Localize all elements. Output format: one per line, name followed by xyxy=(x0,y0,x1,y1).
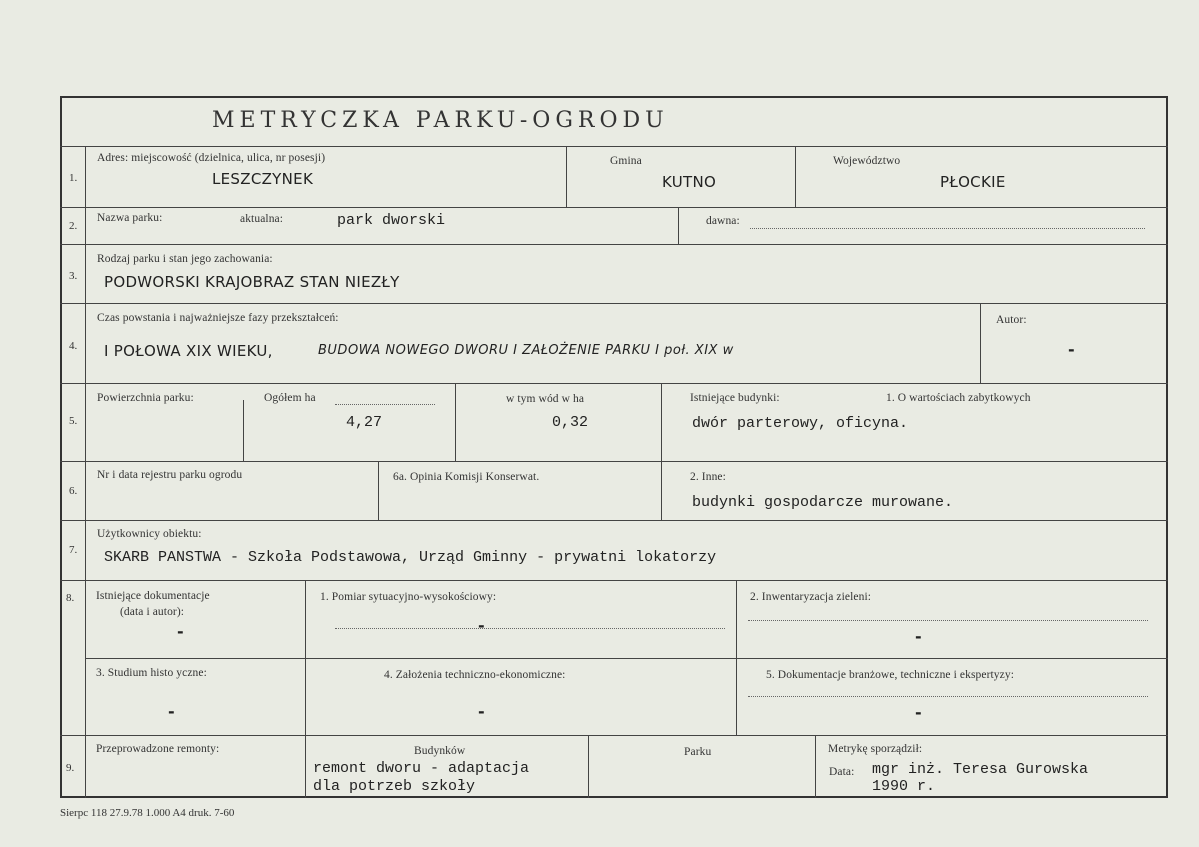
divider-opinion xyxy=(378,461,379,520)
row-line-8-mid xyxy=(85,658,1168,659)
row-line-8 xyxy=(60,735,1168,736)
other-buildings-value: budynki gospodarcze murowane. xyxy=(692,494,954,511)
heritage-buildings-value: dwór parterowy, oficyna. xyxy=(692,415,909,432)
row-line-5 xyxy=(60,461,1168,462)
divider-water xyxy=(455,383,456,461)
prepared-by-value: mgr inż. Teresa Gurowska xyxy=(872,761,1089,778)
row-number-7: 7. xyxy=(69,544,78,556)
row-line-3 xyxy=(60,303,1168,304)
former-name-line xyxy=(750,228,1145,229)
divider-park-repairs xyxy=(588,735,589,798)
row-number-1: 1. xyxy=(69,172,78,184)
time-value-handwritten: BUDOWA NOWEGO DWORU I ZAŁOŻENIE PARKU I poł. XIX w xyxy=(318,343,734,358)
branch-docs-label: 5. Dokumentacje branżowe, techniczne i ekspertyzy: xyxy=(766,669,1014,681)
inventory-line xyxy=(748,620,1148,621)
author-label: Autor: xyxy=(996,314,1027,326)
divider-survey xyxy=(305,580,306,735)
date-value: 1990 r. xyxy=(872,778,936,795)
address-value: LESZCZYNEK xyxy=(212,170,314,188)
survey-value: - xyxy=(478,616,485,635)
current-name-label: aktualna: xyxy=(240,213,284,225)
area-label: Powierzchnia parku: xyxy=(97,392,194,404)
date-label: Data: xyxy=(829,766,855,778)
total-area-value: 4,27 xyxy=(346,414,383,431)
buildings-repairs-value-1: remont dworu - adaptacja xyxy=(313,760,530,777)
inventory-label: 2. Inwentaryzacja zieleni: xyxy=(750,591,872,603)
park-type-value: PODWORSKI KRAJOBRAZ STAN NIEZŁY xyxy=(104,273,400,291)
print-footer: Sierpc 118 27.9.78 1.000 A4 druk. 7-60 xyxy=(60,807,235,819)
time-value-typed: I POŁOWA XIX WIEKU, xyxy=(104,342,273,360)
divider-former-name xyxy=(678,207,679,244)
address-label: Adres: miejscowość (dzielnica, ulica, nr posesji) xyxy=(97,152,326,164)
existing-buildings-label: Istniejące budynki: xyxy=(690,392,780,404)
repairs-label: Przeprowadzone remonty: xyxy=(96,743,220,755)
historical-study-value: - xyxy=(168,702,175,721)
branch-docs-value: - xyxy=(915,703,922,722)
row-number-2: 2. xyxy=(69,220,78,232)
divider-wojewodztwo xyxy=(795,146,796,207)
existing-docs-sublabel: (data i autor): xyxy=(120,606,185,618)
users-label: Użytkownicy obiektu: xyxy=(97,528,202,540)
register-label: Nr i data rejestru parku ogrodu xyxy=(97,469,243,481)
gmina-label: Gmina xyxy=(610,155,642,167)
row-number-3: 3. xyxy=(69,270,78,282)
survey-label: 1. Pomiar sytuacyjno-wysokościowy: xyxy=(320,591,497,603)
water-area-label: w tym wód w ha xyxy=(506,393,585,405)
buildings-repairs-label: Budynków xyxy=(414,745,466,757)
gmina-value: KUTNO xyxy=(662,173,717,191)
inventory-value: - xyxy=(915,627,922,646)
tech-economic-label: 4. Założenia techniczno-ekonomiczne: xyxy=(384,669,566,681)
existing-docs-value: - xyxy=(177,622,184,641)
row-line-7 xyxy=(60,580,1168,581)
row-number-6: 6. xyxy=(69,485,78,497)
row-number-4: 4. xyxy=(69,340,78,352)
existing-docs-label: Istniejące dokumentacje xyxy=(96,590,210,602)
form-frame xyxy=(60,96,1168,798)
park-name-label: Nazwa parku: xyxy=(97,212,163,224)
divider-prepared xyxy=(815,735,816,798)
row-number-8: 8. xyxy=(66,592,75,604)
row-line-2 xyxy=(60,244,1168,245)
time-label: Czas powstania i najważniejsze fazy przekształceń: xyxy=(97,312,339,324)
divider-gmina xyxy=(566,146,567,207)
row-number-9: 9. xyxy=(66,762,75,774)
water-area-value: 0,32 xyxy=(552,414,589,431)
conservator-opinion-label: 6a. Opinia Komisji Konserwat. xyxy=(393,471,540,483)
author-value: - xyxy=(1068,340,1075,359)
total-area-label: Ogółem ha xyxy=(264,392,316,404)
divider-inventory xyxy=(736,580,737,735)
row-line-4 xyxy=(60,383,1168,384)
wojewodztwo-label: Województwo xyxy=(833,155,901,167)
historical-study-label: 3. Studium histo yczne: xyxy=(96,667,207,679)
divider-area xyxy=(243,400,244,461)
park-type-label: Rodzaj parku i stan jego zachowania: xyxy=(97,253,273,265)
heritage-buildings-label: 1. O wartościach zabytkowych xyxy=(886,392,1031,404)
branch-docs-line xyxy=(748,696,1148,697)
row-line-1 xyxy=(60,207,1168,208)
survey-line xyxy=(335,628,725,629)
former-name-label: dawna: xyxy=(706,215,740,227)
tech-economic-value: - xyxy=(478,702,485,721)
row-line-6 xyxy=(60,520,1168,521)
buildings-repairs-value-2: dla potrzeb szkoły xyxy=(313,778,476,795)
wojewodztwo-value: PŁOCKIE xyxy=(940,173,1006,191)
row-line-title xyxy=(60,146,1168,147)
form-title: METRYCZKA PARKU-OGRODU xyxy=(212,108,669,133)
current-name-value: park dworski xyxy=(337,212,446,229)
divider-buildings xyxy=(661,383,662,520)
users-value: SKARB PANSTWA - Szkoła Podstawowa, Urząd Gminny - prywatni lokatorzy xyxy=(104,549,717,566)
other-buildings-label: 2. Inne: xyxy=(690,471,726,483)
prepared-by-label: Metrykę sporządził: xyxy=(828,743,923,755)
total-area-line xyxy=(335,404,435,405)
divider-buildings-repairs xyxy=(305,735,306,798)
park-repairs-label: Parku xyxy=(684,746,712,758)
row-number-5: 5. xyxy=(69,415,78,427)
divider-author xyxy=(980,303,981,383)
